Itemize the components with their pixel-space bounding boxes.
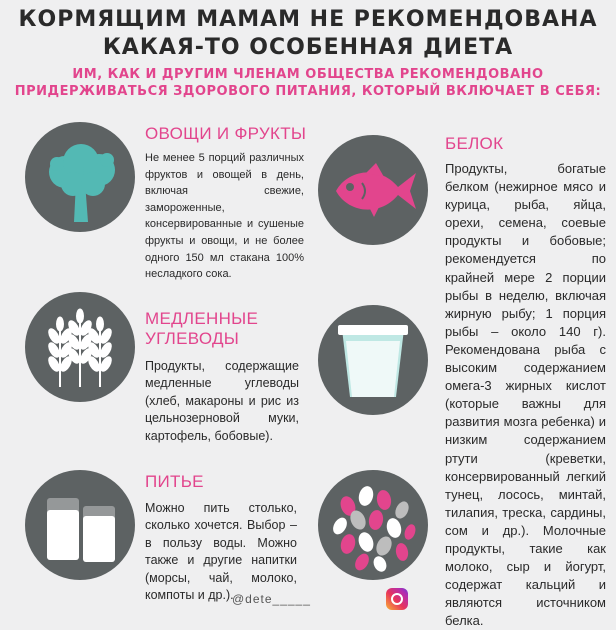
protein-circle	[318, 135, 428, 245]
drinks-circle	[25, 470, 135, 580]
page-title	[0, 6, 616, 62]
fish-icon	[318, 135, 428, 245]
vegetables-text: Не менее 5 порций различных фруктов и овощей в день, включая свежие, замороженные, консервированные и сушеные фрукты и овощи, и не более одного 150 мл стакана 100% несладкого сока.	[145, 152, 304, 281]
carbs-heading: МЕДЛЕННЫЕ УГЛЕВОДЫ	[145, 309, 259, 348]
beans-circle	[318, 470, 428, 580]
carbs-circle	[25, 292, 135, 402]
beans-icon	[318, 470, 428, 580]
glasses-icon	[25, 470, 135, 580]
page-subtitle	[0, 66, 616, 100]
dairy-circle	[318, 305, 428, 415]
protein-heading: БЕЛОК	[445, 134, 504, 153]
drinks-heading: ПИТЬЕ	[145, 472, 204, 491]
drinks-text: Можно пить столько, сколько хочется. Выбор – в пользу воды. Можно также и другие напитки (морсы, чай, молоко, компоты и др.).	[145, 501, 297, 603]
page-title-text: КОРМЯЩИМ МАМАМ НЕ РЕКОМЕНДОВАНА КАКАЯ-ТО ОСОБЕННАЯ ДИЕТА	[18, 7, 598, 60]
wheat-icon	[25, 292, 135, 402]
yogurt-cup-icon	[318, 305, 428, 415]
footer-handle: @dete_____	[232, 592, 311, 606]
protein-text: Продукты, богатые белком (нежирное мясо и курица, рыба, яйца, орехи, семена, соевые продукты и бобовые; рекомендуется по крайней мере 2 порции рыбы в неделю, включая жирную рыбу; 1 порция рыбы – около 140 г). Рекомендована рыба с высоким содержанием омега-3 жирных кислот (которые важны для развития мозга ребенка) и низким содержанием ртути (креветки, консервированный легкий тунец, лосось, минтай, тилапия, треска, сардины, сом и др.). Молочные продукты, такие как молоко, сыр и йогурт, содержат кальций и являются источником белка.	[445, 161, 606, 629]
instagram-icon[interactable]	[386, 588, 408, 610]
vegetables-circle	[25, 122, 135, 232]
broccoli-icon	[25, 122, 135, 232]
carbs-text: Продукты, содержащие медленные углеводы (хлеб, макароны и рис из цельнозерновой муки, картофель, бобовые).	[145, 359, 299, 443]
vegetables-heading: ОВОЩИ И ФРУКТЫ	[145, 124, 307, 143]
page-subtitle-text: ИМ, КАК И ДРУГИМ ЧЛЕНАМ ОБЩЕСТВА РЕКОМЕНДОВАНО ПРИДЕРЖИВАТЬСЯ ЗДОРОВОГО ПИТАНИЯ, КОТОРЫЙ ВКЛЮЧАЕТ В СЕБЯ:	[14, 67, 602, 99]
